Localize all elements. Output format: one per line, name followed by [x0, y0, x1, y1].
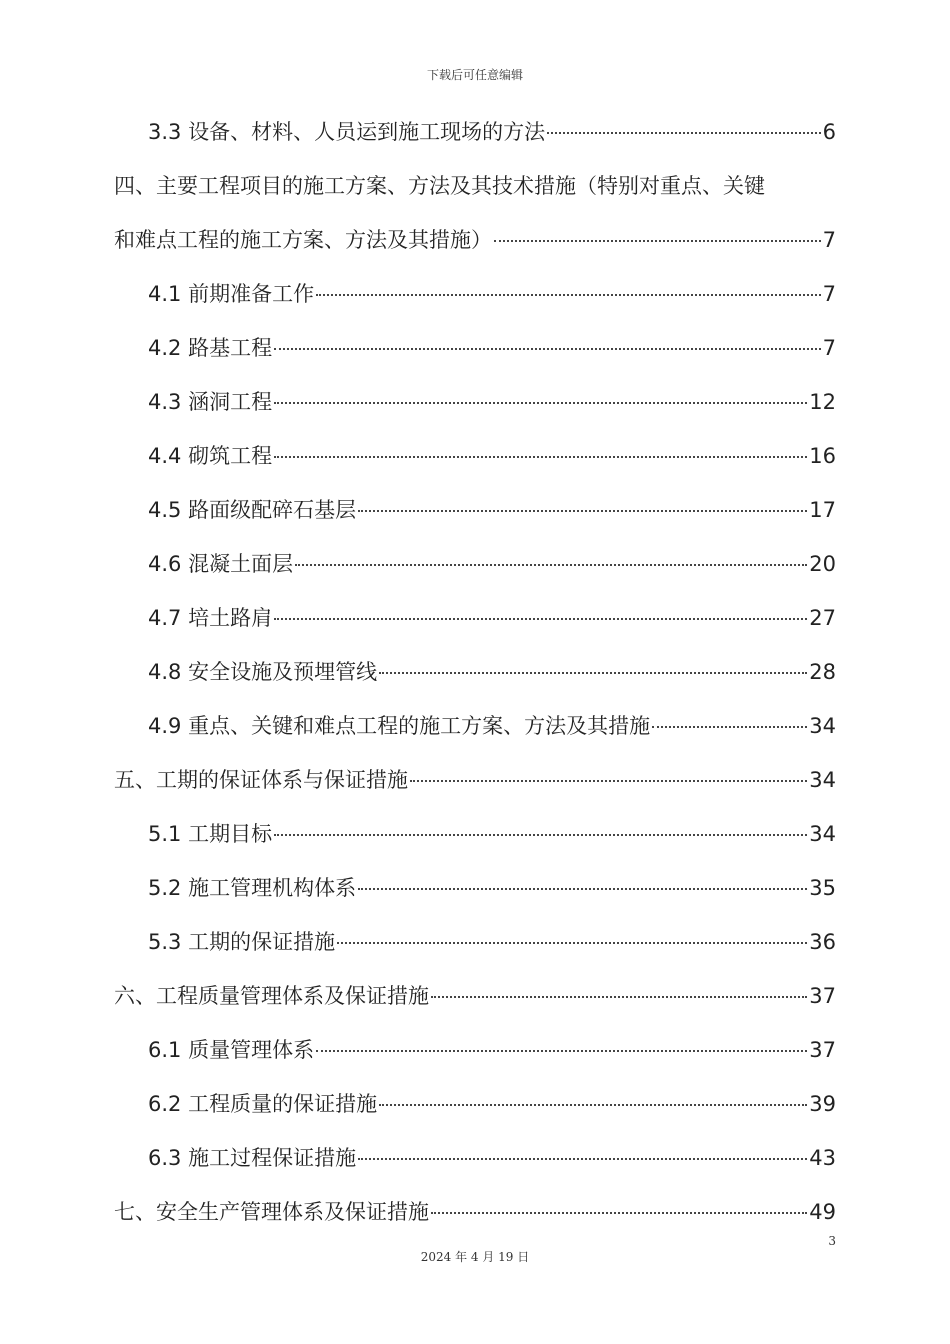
toc-line — [0, 698, 950, 752]
toc-line — [0, 1130, 950, 1184]
toc-line — [0, 158, 950, 212]
toc-chapter-entry[interactable] — [114, 1196, 836, 1226]
toc-entry-title: 4.6 混凝土面层 — [148, 552, 294, 576]
toc-page-number: 27 — [809, 606, 836, 630]
toc-page-number: 17 — [809, 498, 836, 522]
toc-page-number: 7 — [822, 282, 836, 306]
toc-page-number: 20 — [809, 552, 836, 576]
toc-line — [0, 482, 950, 536]
toc-dot-leader — [295, 564, 807, 566]
toc-line — [0, 752, 950, 806]
toc-dot-leader — [652, 726, 807, 728]
toc-section-entry[interactable] — [148, 494, 836, 524]
toc-line — [0, 968, 950, 1022]
toc-page-number: 7 — [822, 228, 836, 252]
toc-page-number: 28 — [809, 660, 836, 684]
toc-entry-title: 6.3 施工过程保证措施 — [148, 1146, 357, 1170]
toc-chapter-entry[interactable] — [114, 764, 836, 794]
toc-section-entry[interactable] — [148, 332, 836, 362]
toc-line — [0, 1076, 950, 1130]
toc-chapter-entry[interactable] — [114, 224, 836, 254]
page-header: 下载后可任意编辑 — [426, 68, 523, 82]
toc-section-entry[interactable] — [148, 278, 836, 308]
toc-entry-title: 5.1 工期目标 — [148, 822, 273, 846]
toc-entry-title: 六、工程质量管理体系及保证措施 — [114, 984, 429, 1008]
toc-page-number: 34 — [809, 714, 836, 738]
toc-dot-leader — [274, 348, 821, 350]
toc-section-entry[interactable] — [148, 440, 836, 470]
toc-entry-title: 4.3 涵洞工程 — [148, 390, 273, 414]
toc-dot-leader — [316, 294, 821, 296]
toc-page-number: 36 — [809, 930, 836, 954]
toc-line — [0, 590, 950, 644]
toc-entry-title: 6.2 工程质量的保证措施 — [148, 1092, 378, 1116]
toc-entry-title: 5.3 工期的保证措施 — [148, 930, 336, 954]
toc-page-number: 7 — [822, 336, 836, 360]
toc-line — [0, 536, 950, 590]
page-number: 3 — [828, 1234, 836, 1248]
toc-entry-title: 4.2 路基工程 — [148, 336, 273, 360]
toc-section-entry[interactable] — [148, 116, 836, 146]
toc-dot-leader — [358, 510, 807, 512]
toc-chapter-entry[interactable] — [114, 170, 836, 200]
toc-section-entry[interactable] — [148, 602, 836, 632]
toc-dot-leader — [274, 618, 807, 620]
toc-page-number: 6 — [822, 120, 836, 144]
toc-section-entry[interactable] — [148, 548, 836, 578]
toc-section-entry[interactable] — [148, 1034, 836, 1064]
toc-dot-leader — [494, 240, 821, 242]
toc-line — [0, 806, 950, 860]
toc-dot-leader — [379, 672, 807, 674]
toc-line — [0, 104, 950, 158]
toc-line — [0, 374, 950, 428]
toc-entry-title: 4.4 砌筑工程 — [148, 444, 273, 468]
toc-page-number: 12 — [809, 390, 836, 414]
toc-entry-title: 4.5 路面级配碎石基层 — [148, 498, 357, 522]
toc-line — [0, 860, 950, 914]
toc-dot-leader — [547, 132, 821, 134]
toc-entry-title: 四、主要工程项目的施工方案、方法及其技术措施（特别对重点、关键 — [114, 174, 765, 198]
toc-line — [0, 212, 950, 266]
toc-section-entry[interactable] — [148, 872, 836, 902]
toc-entry-title: 5.2 施工管理机构体系 — [148, 876, 357, 900]
toc-entry-title: 五、工期的保证体系与保证措施 — [114, 768, 408, 792]
toc-dot-leader — [274, 834, 807, 836]
toc-line — [0, 1184, 950, 1238]
toc-page-number: 34 — [809, 768, 836, 792]
toc-dot-leader — [274, 456, 807, 458]
toc-chapter-entry[interactable] — [114, 980, 836, 1010]
toc-dot-leader — [358, 888, 807, 890]
toc-dot-leader — [431, 1212, 807, 1214]
toc-section-entry[interactable] — [148, 386, 836, 416]
toc-page-number: 49 — [809, 1200, 836, 1224]
toc-section-entry[interactable] — [148, 1088, 836, 1118]
footer-date: 2024 年 4 月 19 日 — [420, 1250, 530, 1264]
toc-page-number: 37 — [809, 1038, 836, 1062]
toc-dot-leader — [358, 1158, 807, 1160]
toc-page-number: 35 — [809, 876, 836, 900]
toc-section-entry[interactable] — [148, 656, 836, 686]
toc-page-number: 39 — [809, 1092, 836, 1116]
toc-line — [0, 266, 950, 320]
toc-page-number: 37 — [809, 984, 836, 1008]
toc-section-entry[interactable] — [148, 1142, 836, 1172]
toc-entry-title: 和难点工程的施工方案、方法及其措施） — [114, 228, 492, 252]
toc-dot-leader — [431, 996, 807, 998]
toc-dot-leader — [410, 780, 807, 782]
toc-section-entry[interactable] — [148, 818, 836, 848]
toc-entry-title: 4.8 安全设施及预埋管线 — [148, 660, 378, 684]
toc-dot-leader — [274, 402, 807, 404]
toc-dot-leader — [379, 1104, 807, 1106]
toc-line — [0, 914, 950, 968]
toc-entry-title: 七、安全生产管理体系及保证措施 — [114, 1200, 429, 1224]
toc-line — [0, 428, 950, 482]
toc-dot-leader — [337, 942, 807, 944]
toc-entry-title: 4.7 培土路肩 — [148, 606, 273, 630]
toc-entry-title: 4.1 前期准备工作 — [148, 282, 315, 306]
toc-dot-leader — [316, 1050, 807, 1052]
toc-entry-title: 3.3 设备、材料、人员运到施工现场的方法 — [148, 120, 546, 144]
toc-section-entry[interactable] — [148, 926, 836, 956]
toc-line — [0, 644, 950, 698]
toc-entry-title: 4.9 重点、关键和难点工程的施工方案、方法及其措施 — [148, 714, 651, 738]
toc-page-number: 34 — [809, 822, 836, 846]
toc-page-number: 16 — [809, 444, 836, 468]
toc-page-number: 43 — [809, 1146, 836, 1170]
toc-section-entry[interactable] — [148, 710, 836, 740]
toc-entry-title: 6.1 质量管理体系 — [148, 1038, 315, 1062]
toc-line — [0, 320, 950, 374]
toc-line — [0, 1022, 950, 1076]
